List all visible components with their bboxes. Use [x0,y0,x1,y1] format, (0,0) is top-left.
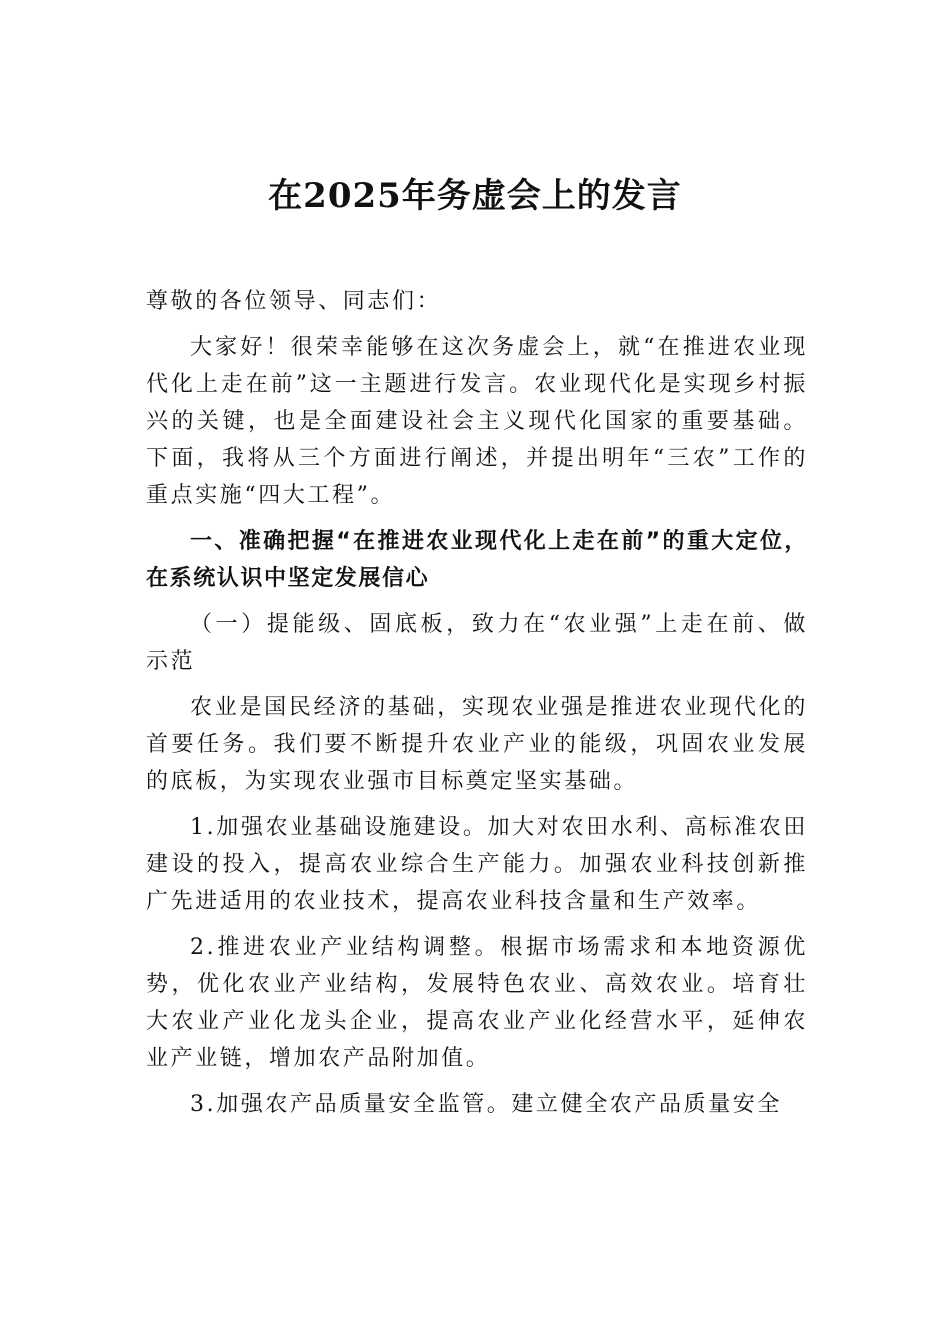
body-paragraph-1: 农业是国民经济的基础，实现农业强是推进农业现代化的首要任务。我们要不断提升农业产业的能级，巩固农业发展的底板，为实现农业强市目标奠定坚实基础。 [146,695,808,794]
list-item-1: 1.加强农业基础设施建设。加大对农田水利、高标准农田建设的投入，提高农业综合生产能力。加强农业科技创新推广先进适用的农业技术，提高农业科技含量和生产效率。 [146,815,808,914]
salutation: 尊敬的各位领导、同志们： [146,289,442,314]
document-body [146,283,808,1132]
list-item-3: 3.加强农产品质量安全监管。建立健全农产品质量安全 [190,1092,782,1117]
section-heading-1: 一、准确把握“在推进农业现代化上走在前”的重大定位，在系统认识中坚定发展信心 [146,529,808,591]
subsection-heading-1: （一）提能级、固底板，致力在“农业强”上走在前、做示范 [146,612,808,674]
document-title: 在2025年务虚会上的发言 [268,176,682,216]
intro-paragraph: 大家好！很荣幸能够在这次务虚会上，就“在推进农业现代化上走在前”这一主题进行发言。农业现代化是实现乡村振兴的关键，也是全面建设社会主义现代化国家的重要基础。下面，我将从三个方面进行阐述，并提出明年“三农”工作的重点实施“四大工程”。 [146,335,808,508]
list-item-2: 2.推进农业产业结构调整。根据市场需求和本地资源优势，优化农业产业结构，发展特色农业、高效农业。培育壮大农业产业化龙头企业，提高农业产业化经营水平，延伸农业产业链，增加农产品附加值。 [146,935,808,1071]
